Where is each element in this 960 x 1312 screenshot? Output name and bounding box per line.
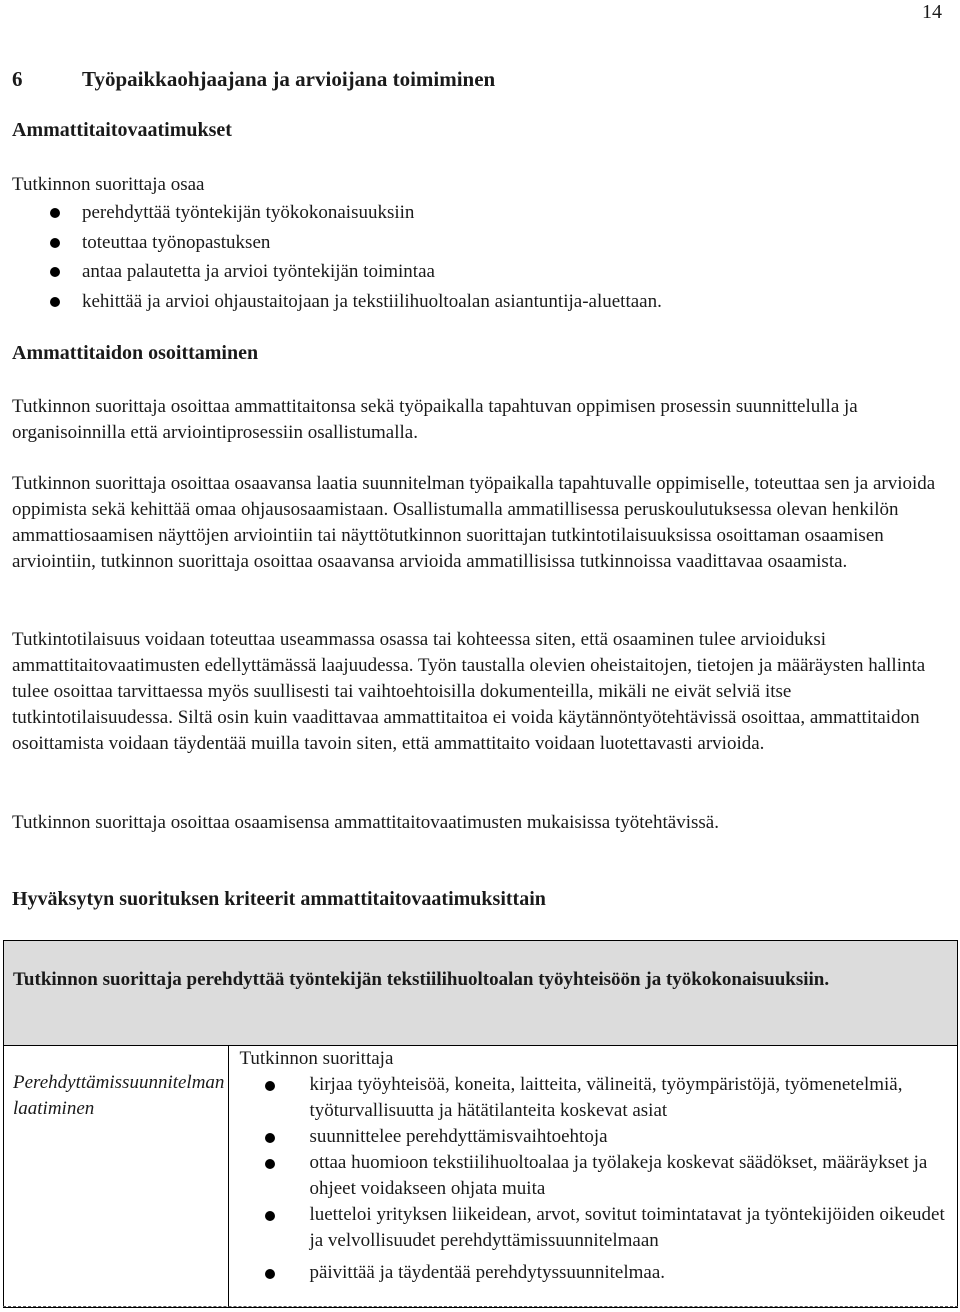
list-item: kehittää ja arvioi ohjaustaitojaan ja tekstiilihuoltoalan asiantuntija-aluettaan. — [12, 287, 662, 317]
criteria-row-label-cell — [4, 1046, 229, 1308]
list-item: suunnittelee perehdyttämisvaihtoehtoja — [229, 1124, 947, 1150]
list-item: päivittää ja täydentää perehdytyssuunnitelmaa. — [229, 1260, 947, 1286]
page-number: 14 — [922, 1, 942, 23]
demonstration-paragraph: Tutkinnon suorittaja osoittaa osaamisensa ammattitaitovaatimusten mukaisissa työtehtävissä. — [12, 812, 719, 833]
list-item: perehdyttää työntekijän työkokonaisuuksiin — [12, 198, 662, 228]
list-item: toteuttaa työnopastuksen — [12, 228, 662, 258]
list-item: antaa palautetta ja arvioi työntekijän toimintaa — [12, 257, 662, 287]
criteria-row-intro: Tutkinnon suorittaja — [239, 1048, 394, 1069]
requirements-heading: Ammattitaitovaatimukset — [12, 119, 232, 141]
section-heading — [12, 66, 495, 92]
criteria-row-label: Perehdyttämissuunnitelman laatiminen — [13, 1072, 225, 1119]
requirements-list — [12, 198, 662, 316]
criteria-row-content — [229, 1046, 958, 1308]
criteria-table — [3, 940, 958, 1308]
demonstration-paragraph: Tutkinnon suorittaja osoittaa ammattitaitonsa sekä työpaikalla tapahtuvan oppimisen prosessin suunnittelulla ja organisoinnilla että arviointiprosessiin osallistumalla. — [12, 396, 858, 443]
criteria-list — [229, 1072, 957, 1286]
list-item: ottaa huomioon tekstiilihuoltoalaa ja työlakeja koskevat säädökset, määräykset ja ohjeet voidakseen ohjata muita — [229, 1150, 947, 1202]
requirements-intro: Tutkinnon suorittaja osaa — [12, 174, 205, 195]
section-title: Työpaikkaohjaajana ja arvioijana toimiminen — [82, 67, 496, 91]
demonstration-heading: Ammattitaidon osoittaminen — [12, 342, 259, 364]
demonstration-paragraph: Tutkinnon suorittaja osoittaa osaavansa laatia suunnitelman työpaikalla tapahtuvalle oppimiselle, toteuttaa sen ja arvioida oppimista sekä kehittää omaa ohjausosaamistaan. Osallistumalla ammatillisessa peruskoulutuksessa olevan henkilön ammattiosaamisen näyttöjen arviointiin tai näyttötutkinnon suorittajan tutkintotilaisuuksissa osoittaman osaamisen arviointiin, tutkinnon suorittaja osoittaa osaavansa arvioida ammatillisissa tutkinnoissa vaadittavaa osaamista. — [12, 473, 936, 572]
page-bottom-divider — [3, 1306, 958, 1307]
section-number: 6 — [12, 67, 23, 91]
list-item: luetteloi yrityksen liikeidean, arvot, sovitut toimintatavat ja työntekijöiden oikeudet ja velvollisuudet perehdyttämissuunnitelmaan — [229, 1202, 947, 1254]
criteria-table-header — [4, 941, 958, 1046]
criteria-table-heading: Tutkinnon suorittaja perehdyttää työntekijän tekstiilihuoltoalan työyhteisöön ja työkokonaisuuksiin. — [13, 969, 830, 990]
demonstration-paragraph: Tutkintotilaisuus voidaan toteuttaa useammassa osassa tai kohteessa siten, että osaaminen tulee arvioiduksi ammattitaitovaatimusten edellyttämässä laajuudessa. Työn taustalla olevien oheistaitojen, tietojen ja määräysten hallinta tulee osoittaa tarvittaessa myös suullisesti tai vaihtoehtoisilla dokumenteilla, mikäli ne eivät selviä itse tutkintotilaisuudessa. Siltä osin kuin vaadittavaa ammattitaitoa ei voida käytännöntyötehtävissä osoittaa, ammattitaidon osoittamista voidaan täydentää muilla tavoin siten, että ammattitaito voidaan luotettavasti arvioida. — [12, 629, 926, 754]
criteria-heading: Hyväksytyn suorituksen kriteerit ammattitaitovaatimuksittain — [12, 888, 546, 910]
list-item: kirjaa työyhteisöä, koneita, laitteita, välineitä, työympäristöjä, työmenetelmiä, työturvallisuutta ja hätätilanteita koskevat asiat — [229, 1072, 947, 1124]
